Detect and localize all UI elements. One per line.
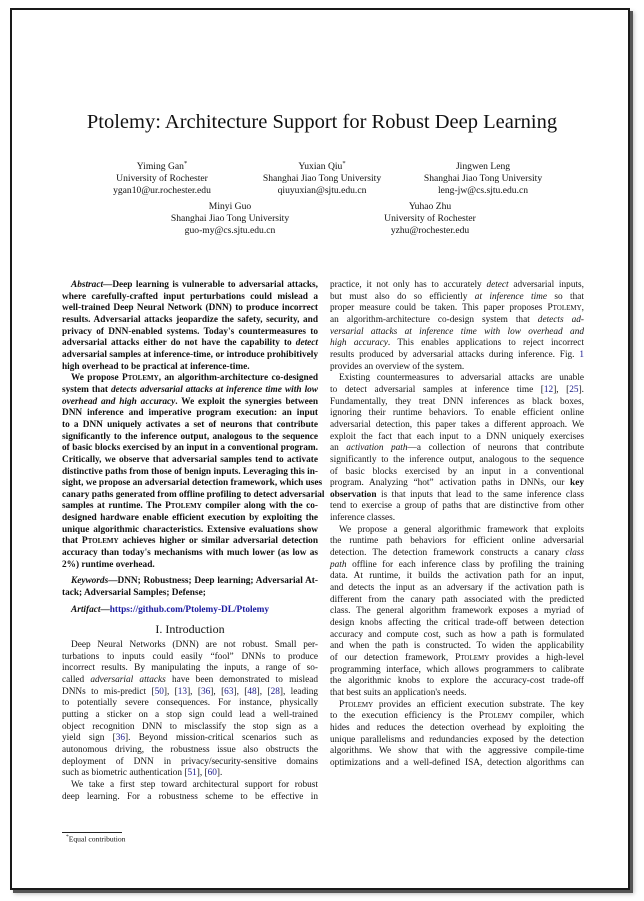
author-name: Yiming Gan xyxy=(136,161,184,172)
author-name: Yuhao Zhu xyxy=(408,201,452,212)
footnote-mark: * xyxy=(66,834,69,840)
abstract: Abstract—Deep learning is vulnerable to adversarial attacks, where carefully-crafted input perturbations could mislead a well-trained Deep Neural Network (DNN) to produce incorrect results. Adversarial attacks jeopardize the safety, security, and privacy of DNN-enabled systems. Today's countermeasures to adversarial attacks either do not have the capability to detect adversarial samples at inference-time, or introduce prohibitively high overhead to be practical at inference-time. We propose Ptolemy, an algorithm-architecture co-designed system that detects adversarial attacks at inference time with low overhead and high accuracy. We exploit the synergies between DNN inference and imperative program execution: an input to a DNN uniquely activates a set of neurons that contribute significantly to the inference output, analogous to the sequence of basic blocks exercised by an input in a conventional program. Critically, we observe that adversarial samples tend to activate distinctive paths from those of benign inputs. Leveraging this in- sight, we propose an adversarial detection framework, which uses canary paths generated from offline profiling to detect adversarial samples at runtime. The Ptolemy compiler along with the co- designed hardware enable efficient execution by exploiting the unique algorithmic characteristics. Extensive evaluations show that Ptolemy achieves higher or similar adversarial detection accuracy than today's mechanisms with much lower (as low as 2%) runtime overhead. xyxy=(62,280,325,570)
intro-paragraph: Existing countermeasures to adversarial attacks are unable to detect adversarial samples at inference time [12], [25]. Fundamentally, they treat DNN inferences as black boxes, ignoring their runtime behaviors. To enable efficient online adversarial detection, this paper takes a different approach. We exploit the fact that each input to a DNN uniquely exercises an activation path—a collection of neurons that contribute significantly to the inference output, analogous to the sequence of basic blocks exercised by an input in a conventional program. Analyzing “hot” activation paths in DNNs, our key observation is that inputs that lead to the same inference class tend to exercise a group of paths that are distinctive from other inference classes. xyxy=(330,373,585,524)
author-email: qiuyuxian@sjtu.edu.cn xyxy=(277,185,367,197)
paper-page xyxy=(10,8,630,890)
author-block xyxy=(395,161,571,198)
footnote-text: Equal contribution xyxy=(68,834,126,844)
keywords-label: Keywords xyxy=(71,576,109,587)
author-mark: * xyxy=(183,159,188,167)
author-block xyxy=(342,201,518,238)
author-block xyxy=(234,161,410,198)
author-name: Minyi Guo xyxy=(208,201,252,212)
author-email: yzhu@rochester.edu xyxy=(390,225,470,237)
section-heading: I. Introduction xyxy=(155,622,225,637)
keywords: Keywords—DNN; Robustness; Deep learning; Adversarial At- tack; Adversarial Samples; Defense; xyxy=(62,576,318,599)
author-affiliation: Shanghai Jiao Tong University xyxy=(262,173,382,185)
author-name: Jingwen Leng xyxy=(455,161,511,172)
footnote xyxy=(66,834,125,844)
author-email: leng-jw@cs.sjtu.edu.cn xyxy=(437,185,529,197)
intro-paragraph: practice, it not only has to accurately detect adversarial inputs, but must also do so efficiently at inference time so that proper measure could be taken. This paper proposes Ptolemy, an algorithm-architecture co-design system that detects ad- versarial attacks at inference time with low overhead and high accuracy. This enables applications to reject incorrect results produced by adversarial attacks during inference. Fig. 1 provides an overview of the system. xyxy=(330,280,585,372)
author-affiliation: Shanghai Jiao Tong University xyxy=(423,173,543,185)
left-column xyxy=(62,280,325,803)
intro-paragraph: Ptolemy provides an efficient execution substrate. The key to the execution efficiency is the Ptolemy compiler, which hides and reduces the detection overhead by exploiting the unique parallelisms and redundancies exposed by the detection algorithms. We show that with the aggressive compile-time optimizations and a well-defined ISA, detection algorithms can xyxy=(330,699,584,768)
author-email: ygan10@ur.rochester.edu xyxy=(113,185,211,197)
author-name: Yuxian Qiu xyxy=(298,161,343,172)
author-email: guo-my@cs.sjtu.edu.cn xyxy=(184,225,276,237)
author-block xyxy=(82,161,242,198)
artifact-label: Artifact xyxy=(71,604,101,615)
author-affiliation: University of Rochester xyxy=(384,213,476,225)
artifact: Artifact—https://github.com/Ptolemy-DL/Ptolemy xyxy=(71,604,270,615)
abstract-label: Abstract xyxy=(71,280,104,290)
paper-title: Ptolemy: Architecture Support for Robust Deep Learning xyxy=(86,111,558,133)
intro-paragraph: Deep Neural Networks (DNN) are not robust. Small per- turbations to inputs could easily “fool” DNNs to produce incorrect results. By manipulating the inputs, a range of so- called adversarial attacks have been demonstrated to mislead DNNs to mis-predict [50], [13], [36], [63], [48], [28], leading to potentially severe consequences. For instance, physically putting a sticker on a stop sign could lead a well-trained object recognition DNN to misclassify the stop sign as a yield sign [36]. Beyond mission-critical scenarios such as autonomous driving, the robustness issue also obstructs the deployment of DNN in privacy/security-sensitive domains such as biometric authentication [51], [60]. We take a first step toward architectural support for robust deep learning. For a robustness scheme to be effective in xyxy=(62,640,319,802)
artifact-link[interactable]: https://github.com/Ptolemy-DL/Ptolemy xyxy=(109,604,270,615)
author-mark: * xyxy=(342,159,346,167)
author-affiliation: Shanghai Jiao Tong University xyxy=(170,213,290,225)
author-affiliation: University of Rochester xyxy=(116,173,208,185)
author-block xyxy=(142,201,318,238)
right-column xyxy=(330,280,584,770)
intro-paragraph: We propose a general algorithmic framework that exploits the runtime path behaviors for efficient online adversarial detection. The detection framework constructs a canary class path offline for each inference class by profiling the training data. At runtime, it builds the activation path for an input, and detects the input as an adversary if the activation path is different from the canary path associated with the predicted class. The general algorithm framework exposes a myriad of design knobs affecting the critical trade-off between detection accuracy and compute cost, such as how a path is formulated and when the path is constructed. To widen the applicability of our detection framework, Ptolemy provides a high-level programming interface, which allows programmers to calibrate the algorithmic knobs to explore the accuracy-cost trade-off that best suits an application's needs. xyxy=(330,524,584,698)
footnote-rule xyxy=(62,832,122,833)
